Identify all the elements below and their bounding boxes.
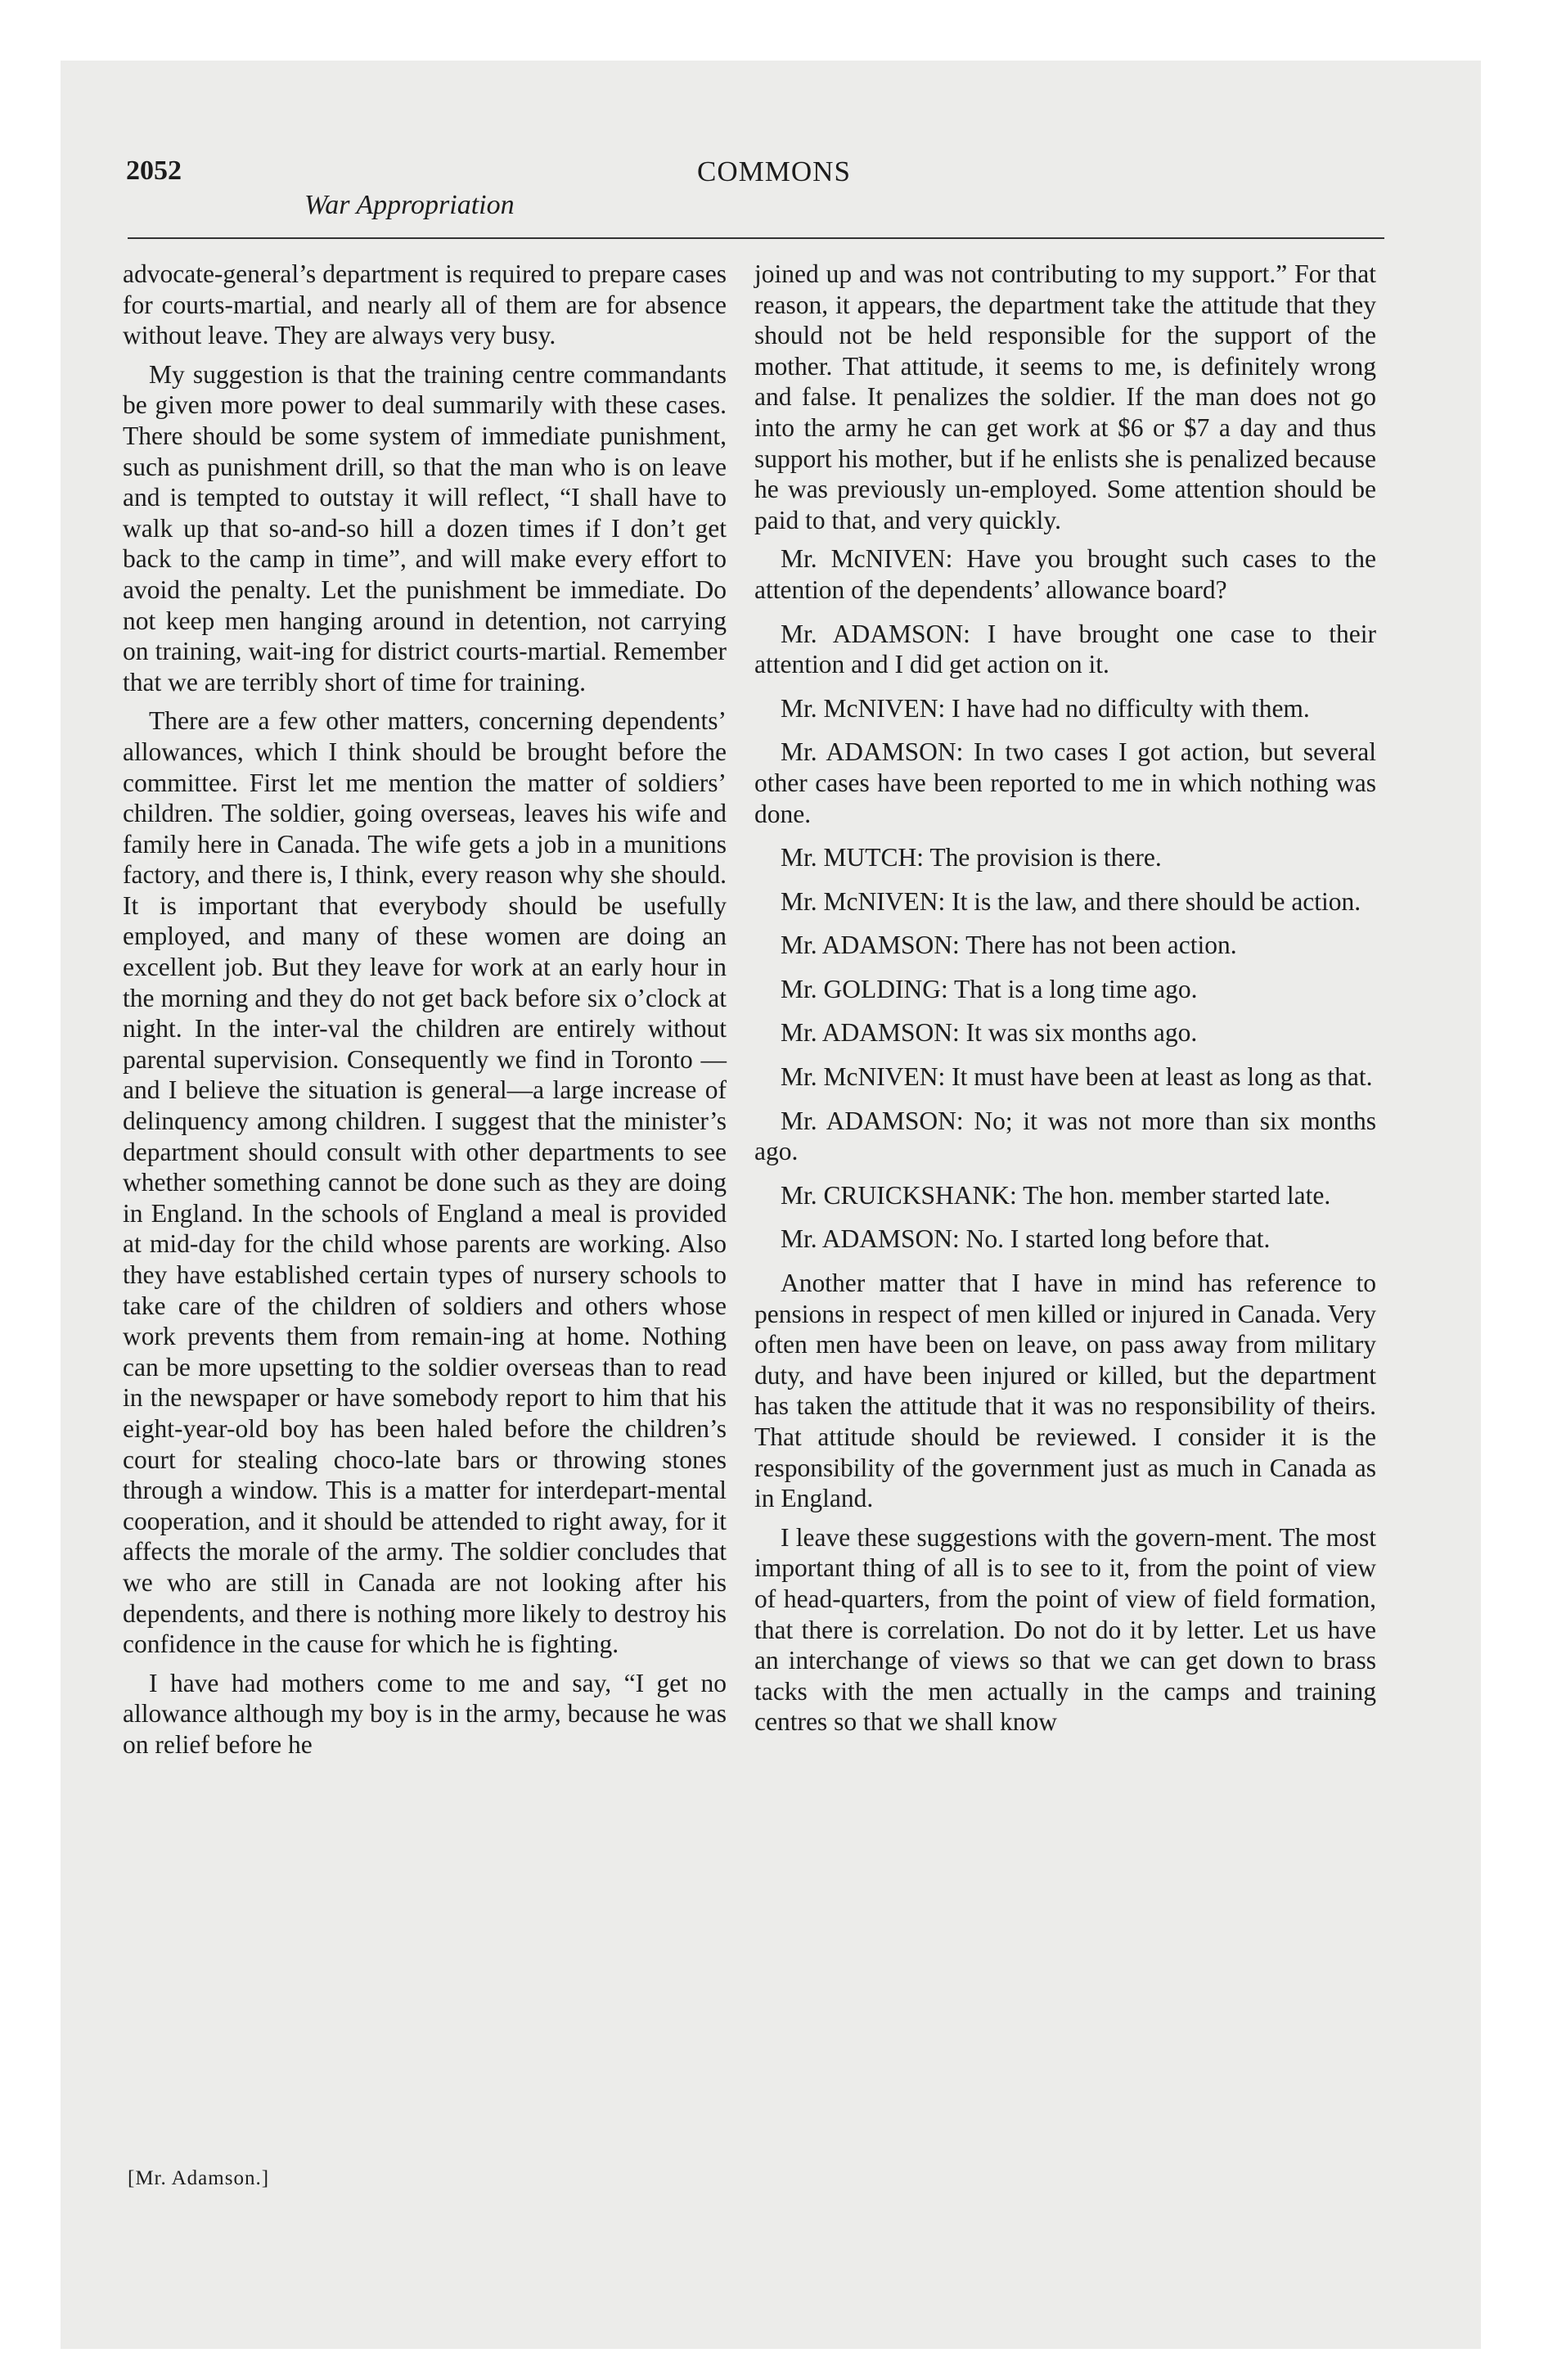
- speech-line: Mr. McNIVEN: Have you brought such cases to the attention of the dependents’ allowance board?: [754, 544, 1376, 604]
- running-head: COMMONS: [697, 156, 851, 187]
- speech-line: Mr. McNIVEN: It must have been at least as long as that.: [781, 1062, 1373, 1092]
- paragraph: advocate-general’s department is required to prepare cases for courts-martial, and nearly all of them are for absence without leave. They are always very busy.: [123, 259, 727, 350]
- section-subhead: War Appropriation: [304, 190, 515, 220]
- speech-line: Mr. ADAMSON: I have brought one case to their attention and I did get action on it.: [754, 619, 1376, 679]
- header-rule: [128, 237, 1384, 239]
- page-number: 2052: [126, 156, 182, 186]
- speech-line: Mr. MUTCH: The provision is there.: [781, 843, 1162, 872]
- speech-line: Mr. ADAMSON: It was six months ago.: [781, 1018, 1198, 1048]
- speech-line: Mr. McNIVEN: I have had no difficulty with them.: [781, 693, 1310, 723]
- paragraph: joined up and was not contributing to my support.” For that reason, it appears, the department take the attitude that they should not be held responsible for the support of the mother. That attitude, it seems to me, is definitely wrong and false. It penalizes the soldier. If the man does not go into the army he can get work at $6 or $7 a day and thus support his mother, but if he enlists she is penalized because he was previously un-employed. Some attention should be paid to that, and very quickly.: [754, 259, 1376, 534]
- speech-line: Mr. GOLDING: That is a long time ago.: [781, 974, 1198, 1003]
- paragraph: Another matter that I have in mind has reference to pensions in respect of men killed or injured in Canada. Very often men have been on leave, on pass away from military duty, and have been injured or killed, but the department has taken the attitude that it was no responsibility of theirs. That attitude should be reviewed. I consider it is the responsibility of the government just as much in Canada as in England.: [754, 1269, 1376, 1513]
- speaker-footer-tag: [Mr. Adamson.]: [128, 2167, 270, 2189]
- left-column: [123, 259, 727, 1769]
- speech-line: Mr. ADAMSON: There has not been action.: [781, 931, 1237, 960]
- right-column: [754, 259, 1376, 1746]
- paragraph: My suggestion is that the training centre commandants be given more power to deal summarily with these cases. There should be some system of immediate punishment, such as punishment drill, so that the man who is on leave and is tempted to outstay it will reflect, “I shall have to walk up that so-and-so hill a dozen times if I don’t get back to the camp in time”, and will make every effort to avoid the penalty. Let the punishment be immediate. Do not keep men hanging around in detention, not carrying on training, wait-ing for district courts-martial. Remember that we are terribly short of time for training.: [123, 359, 727, 696]
- paragraph: I have had mothers come to me and say, “I get no allowance although my boy is in the army, because he was on relief before he: [123, 1668, 727, 1759]
- paragraph: I leave these suggestions with the govern-ment. The most important thing of all is to see to it, from the point of view of head-quarters, from the point of view of field formation, that there is correlation. Do not do it by letter. Let us have an interchange of views so that we can get down to brass tacks with the men actually in the camps and training centres so that we shall know: [754, 1522, 1376, 1737]
- speech-line: Mr. CRUICKSHANK: The hon. member started late.: [781, 1180, 1331, 1210]
- speech-line: Mr. ADAMSON: In two cases I got action, but several other cases have been reported to me in which nothing was done.: [754, 737, 1376, 828]
- speech-line: Mr. ADAMSON: No. I started long before that.: [781, 1224, 1271, 1254]
- speech-line: Mr. McNIVEN: It is the law, and there should be action.: [781, 886, 1361, 916]
- speech-line: Mr. ADAMSON: No; it was not more than six months ago.: [754, 1106, 1376, 1166]
- paragraph: There are a few other matters, concerning dependents’ allowances, which I think should be brought before the committee. First let me mention the matter of soldiers’ children. The soldier, going overseas, leaves his wife and family here in Canada. The wife gets a job in a munitions factory, and there is, I think, every reason why she should. It is important that everybody should be usefully employed, and many of these women are doing an excellent job. But they leave for work at an early hour in the morning and they do not get back before six o’clock at night. In the inter-val the children are entirely without parental supervision. Consequently we find in Toronto —and I believe the situation is general—a large increase of delinquency among children. I suggest that the minister’s department should consult with other departments to see whether something cannot be done such as they are doing in England. In the schools of England a meal is provided at mid-day for the child whose parents are working. Also they have established certain types of nursery schools to take care of the children of soldiers and others whose work prevents them from remain-ing at home. Nothing can be more upsetting to the soldier overseas than to read in the newspaper or have somebody report to him that his eight-year-old boy has been haled before the children’s court for stealing choco-late bars or throwing stones through a window. This is a matter for interdepart-mental cooperation, and it should be attended to right away, for it affects the morale of the army. The soldier concludes that we who are still in Canada are not looking after his dependents, and there is nothing more likely to destroy his confidence in the cause for which he is fighting.: [123, 706, 727, 1659]
